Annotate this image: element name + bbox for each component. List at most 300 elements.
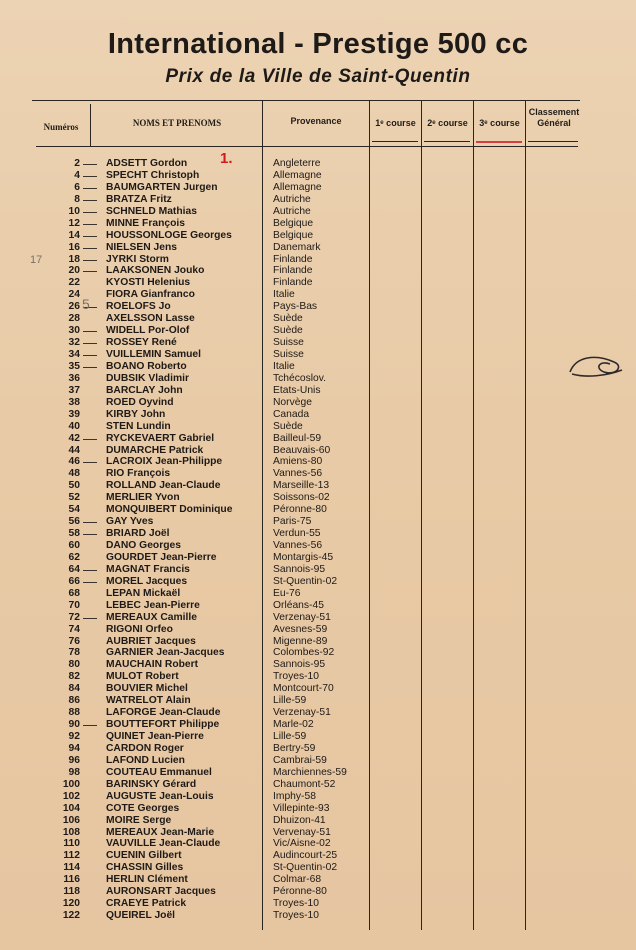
rider-origin: Montargis-45 xyxy=(273,551,334,563)
rider-name: WIDELL Por-Olof xyxy=(106,325,190,337)
table-row xyxy=(0,827,636,839)
rider-origin: Colmar-68 xyxy=(273,874,322,886)
rider-origin: Imphy-58 xyxy=(273,790,316,802)
header-names: NOMS ET PRENOMS xyxy=(132,118,222,128)
rider-name: GARNIER Jean-Jacques xyxy=(106,647,225,659)
page-title: International - Prestige 500 cc xyxy=(107,28,529,60)
rider-origin: Villepinte-93 xyxy=(273,802,330,814)
table-row xyxy=(0,480,636,492)
rider-number: 78 xyxy=(68,647,80,659)
rider-number: 8 xyxy=(74,193,80,205)
rider-name: LEBEC Jean-Pierre xyxy=(106,599,200,611)
rider-origin: Péronne-80 xyxy=(273,886,327,898)
rider-name: BRATZA Fritz xyxy=(106,193,172,205)
rider-name: HERLIN Clément xyxy=(106,874,188,886)
rider-name: BOUVIER Michel xyxy=(106,683,188,695)
pen-dash xyxy=(83,200,97,201)
table-row xyxy=(0,755,636,767)
rider-number: 54 xyxy=(68,504,80,516)
rider-number: 56 xyxy=(68,516,80,528)
table-row xyxy=(0,886,636,898)
rider-name: LACROIX Jean-Philippe xyxy=(106,456,223,468)
rider-number: 14 xyxy=(68,229,80,241)
table-row xyxy=(0,456,636,468)
rider-origin: Colombes-92 xyxy=(273,647,335,659)
rider-name: LAFORGE Jean-Claude xyxy=(106,707,221,719)
pen-dash xyxy=(83,188,97,189)
rider-origin: Verzenay-51 xyxy=(273,611,331,623)
rider-number: 94 xyxy=(68,742,80,754)
rider-number: 18 xyxy=(68,253,80,265)
red-handwritten-mark: 1. xyxy=(220,150,233,167)
rider-number: 86 xyxy=(68,695,80,707)
table-row xyxy=(0,385,636,397)
rider-name: DUMARCHE Patrick xyxy=(106,444,204,456)
table-row xyxy=(0,731,636,743)
rider-origin: Beauvais-60 xyxy=(273,444,331,456)
column-divider xyxy=(90,104,91,146)
table-row xyxy=(0,600,636,612)
red-underline xyxy=(476,141,522,143)
rider-number: 74 xyxy=(68,623,80,635)
rider-name: QUINET Jean-Pierre xyxy=(106,731,204,742)
table-row xyxy=(0,277,636,289)
rider-list xyxy=(0,158,636,922)
header-ranking-line1: Classement xyxy=(528,107,580,117)
rider-origin: St-Quentin-02 xyxy=(273,575,338,587)
pen-dash xyxy=(83,582,97,583)
rider-origin: Audincourt-25 xyxy=(273,850,338,862)
rider-origin: Vannes-56 xyxy=(273,468,323,480)
rider-origin: Suisse xyxy=(273,349,304,360)
rider-name: ROLLAND Jean-Claude xyxy=(106,480,221,492)
rider-name: RIO François xyxy=(106,468,171,480)
rider-name: AURONSART Jacques xyxy=(106,886,216,898)
rider-name: AUBRIET Jacques xyxy=(106,635,196,647)
rider-name: MONQUIBERT Dominique xyxy=(106,504,233,516)
table-row xyxy=(0,791,636,803)
rider-number: 60 xyxy=(68,540,80,551)
race-header-rule xyxy=(372,141,418,142)
rider-name: LAAKSONEN Jouko xyxy=(106,265,205,277)
rider-number: 34 xyxy=(68,349,80,360)
rider-name: DUBSIK Vladimir xyxy=(106,372,189,384)
rider-name: BARCLAY John xyxy=(106,384,183,396)
rider-number: 66 xyxy=(68,575,80,587)
rider-number: 82 xyxy=(68,671,80,683)
rider-origin: Finlande xyxy=(273,265,313,277)
pen-dash xyxy=(83,367,97,368)
rider-name: COTE Georges xyxy=(106,802,180,814)
rider-name: JYRKI Storm xyxy=(106,253,169,265)
pen-dash xyxy=(83,271,97,272)
rider-number: 104 xyxy=(62,802,80,814)
rider-number: 36 xyxy=(68,372,80,384)
rider-name: GAY Yves xyxy=(106,516,154,528)
rider-origin: Marle-02 xyxy=(273,719,314,731)
rider-number: 80 xyxy=(68,659,80,671)
rider-number: 48 xyxy=(68,468,80,480)
rider-name: ADSETT Gordon xyxy=(106,158,188,169)
rider-name: MINNE François xyxy=(106,217,185,229)
table-row xyxy=(0,325,636,337)
table-row xyxy=(0,194,636,206)
rider-origin: Italie xyxy=(273,360,295,372)
table-row xyxy=(0,158,636,170)
table-row xyxy=(0,254,636,266)
rider-origin: Lille-59 xyxy=(273,731,307,742)
pen-dash xyxy=(83,176,97,177)
rider-name: ROELOFS Jo xyxy=(106,301,171,313)
table-row xyxy=(0,707,636,719)
rider-number: 84 xyxy=(68,683,80,695)
rider-name: BRIARD Joël xyxy=(106,528,170,540)
pen-dash xyxy=(83,355,97,356)
table-row xyxy=(0,850,636,862)
rider-name: SCHNELD Mathias xyxy=(106,205,197,217)
rider-origin: Pays-Bas xyxy=(273,301,318,313)
rider-number: 24 xyxy=(68,289,80,301)
rider-name: MOIRE Serge xyxy=(106,814,172,826)
rider-name: MOREL Jacques xyxy=(106,575,188,587)
rider-number: 10 xyxy=(68,205,80,217)
rider-number: 46 xyxy=(68,456,80,468)
table-row xyxy=(0,719,636,731)
table-row xyxy=(0,647,636,659)
pen-dash xyxy=(83,331,97,332)
rider-origin: Avesnes-59 xyxy=(273,623,328,635)
pen-dash xyxy=(83,260,97,261)
rider-name: HOUSSONLOGE Georges xyxy=(106,229,232,241)
race-header-rule xyxy=(424,141,470,142)
table-row xyxy=(0,468,636,480)
table-row xyxy=(0,373,636,385)
rider-name: ROED Oyvind xyxy=(106,396,174,408)
rider-origin: St-Quentin-02 xyxy=(273,862,338,874)
rider-origin: Tchécoslov. xyxy=(273,372,327,384)
table-row xyxy=(0,421,636,433)
rider-number: 88 xyxy=(68,707,80,719)
rider-origin: Italie xyxy=(273,289,295,301)
rider-number: 110 xyxy=(63,838,80,850)
rider-number: 92 xyxy=(68,731,80,742)
pen-dash xyxy=(83,248,97,249)
header-ranking-line2: Général xyxy=(537,118,571,128)
table-row xyxy=(0,349,636,361)
rider-name: BOUTTEFORT Philippe xyxy=(106,719,220,731)
rider-origin: Finlande xyxy=(273,253,313,265)
pen-scribble xyxy=(566,350,626,390)
rider-origin: Chaumont-52 xyxy=(273,778,336,790)
rider-origin: Allemagne xyxy=(273,169,322,181)
rider-name: BAUMGARTEN Jurgen xyxy=(106,181,218,193)
rider-number: 64 xyxy=(68,563,80,575)
header-underline xyxy=(36,146,578,147)
rider-origin: Troyes-10 xyxy=(273,910,319,922)
table-row xyxy=(0,337,636,349)
rider-number: 26 xyxy=(68,301,80,313)
rider-origin: Autriche xyxy=(273,193,311,205)
rider-origin: Migenne-89 xyxy=(273,635,328,647)
rider-origin: Vannes-56 xyxy=(273,540,323,551)
rider-number: 30 xyxy=(68,325,80,337)
rider-name: CUENIN Gilbert xyxy=(106,850,182,862)
rider-name: MAGNAT Francis xyxy=(106,563,190,575)
table-row xyxy=(0,182,636,194)
table-row xyxy=(0,862,636,874)
table-row xyxy=(0,910,636,922)
rider-number: 62 xyxy=(68,551,80,563)
rider-number: 76 xyxy=(68,635,80,647)
rider-origin: Cambrai-59 xyxy=(273,754,327,766)
rider-number: 22 xyxy=(68,277,80,289)
table-row xyxy=(0,313,636,325)
rider-origin: Vervenay-51 xyxy=(273,826,331,838)
table-row xyxy=(0,289,636,301)
rider-name: VAUVILLE Jean-Claude xyxy=(106,838,221,850)
rider-number: 114 xyxy=(63,862,80,874)
rider-origin: Autriche xyxy=(273,205,311,217)
rider-name: LAFOND Lucien xyxy=(106,754,185,766)
table-row xyxy=(0,767,636,779)
rider-number: 112 xyxy=(63,850,80,862)
rider-number: 102 xyxy=(62,790,80,802)
rider-origin: Amiens-80 xyxy=(273,456,323,468)
rider-name: CARDON Roger xyxy=(106,742,184,754)
table-row xyxy=(0,492,636,504)
rider-name: COUTEAU Emmanuel xyxy=(106,766,212,778)
table-row xyxy=(0,265,636,277)
rider-origin: Soissons-02 xyxy=(273,492,330,504)
rider-number: 68 xyxy=(68,587,80,599)
page-subtitle: Prix de la Ville de Saint-Quentin xyxy=(165,66,471,87)
rider-number: 116 xyxy=(63,874,80,886)
rider-origin: Vic/Aisne-02 xyxy=(273,838,331,850)
table-row xyxy=(0,683,636,695)
rider-origin: Allemagne xyxy=(273,181,322,193)
rider-number: 70 xyxy=(68,599,80,611)
rider-number: 90 xyxy=(68,719,80,731)
rider-name: RIGONI Orfeo xyxy=(106,623,173,635)
pen-dash xyxy=(83,439,97,440)
rider-number: 98 xyxy=(68,766,80,778)
rider-origin: Troyes-10 xyxy=(273,671,319,683)
rider-number: 120 xyxy=(62,898,80,910)
rider-number: 35 xyxy=(68,360,80,372)
rider-name: MEREAUX Camille xyxy=(106,611,197,623)
rider-number: 28 xyxy=(68,313,80,325)
rider-origin: Marseille-13 xyxy=(273,480,330,492)
pen-dash xyxy=(83,224,97,225)
rider-number: 4 xyxy=(74,169,80,181)
rider-name: STEN Lundin xyxy=(106,420,171,432)
rider-name: AXELSSON Lasse xyxy=(106,313,195,325)
rider-number: 96 xyxy=(68,754,80,766)
rider-number: 32 xyxy=(68,337,80,349)
rider-name: CRAEYE Patrick xyxy=(106,898,187,910)
rider-name: WATRELOT Alain xyxy=(106,695,191,707)
table-row xyxy=(0,301,636,313)
table-row xyxy=(0,612,636,624)
rider-name: MAUCHAIN Robert xyxy=(106,659,199,671)
rider-name: KYOSTI Helenius xyxy=(106,277,191,289)
rider-name: AUGUSTE Jean-Louis xyxy=(106,790,214,802)
table-row xyxy=(0,540,636,552)
table-row xyxy=(0,516,636,528)
header-ranking xyxy=(526,107,582,129)
rider-origin: Angleterre xyxy=(273,158,321,169)
pencil-note: 17 xyxy=(30,254,43,266)
pen-dash xyxy=(83,212,97,213)
header-race-3: 3ᵉ course xyxy=(479,118,520,128)
rider-origin: Finlande xyxy=(273,277,313,289)
rider-origin: Bailleul-59 xyxy=(273,432,322,444)
table-row xyxy=(0,361,636,373)
table-row xyxy=(0,397,636,409)
rider-number: 16 xyxy=(68,241,80,253)
rider-number: 122 xyxy=(62,910,80,922)
table-row xyxy=(0,898,636,910)
rider-number: 72 xyxy=(68,611,80,623)
table-row xyxy=(0,624,636,636)
rider-origin: Péronne-80 xyxy=(273,504,327,516)
rider-origin: Suède xyxy=(273,420,303,432)
rider-origin: Paris-75 xyxy=(273,516,312,528)
rider-origin: Sannois-95 xyxy=(273,563,326,575)
rider-name: GOURDET Jean-Pierre xyxy=(106,551,217,563)
rider-origin: Verzenay-51 xyxy=(273,707,331,719)
rider-origin: Sannois-95 xyxy=(273,659,326,671)
table-row xyxy=(0,433,636,445)
rider-number: 58 xyxy=(68,528,80,540)
rider-name: DANO Georges xyxy=(106,540,181,551)
rider-origin: Montcourt-70 xyxy=(273,683,334,695)
table-row xyxy=(0,803,636,815)
rider-name: NIELSEN Jens xyxy=(106,241,177,253)
rider-name: SPECHT Christoph xyxy=(106,169,200,181)
rider-origin: Danemark xyxy=(273,241,321,253)
rider-number: 12 xyxy=(68,217,80,229)
pen-dash xyxy=(83,522,97,523)
table-row xyxy=(0,636,636,648)
rider-number: 52 xyxy=(68,492,80,504)
rider-origin: Lille-59 xyxy=(273,695,307,707)
rider-number: 2 xyxy=(74,158,80,169)
table-row xyxy=(0,576,636,588)
rider-number: 50 xyxy=(68,480,80,492)
rider-origin: Suisse xyxy=(273,337,304,349)
rider-number: 38 xyxy=(68,396,80,408)
rider-name: VUILLEMIN Samuel xyxy=(106,349,201,360)
pen-dash xyxy=(83,343,97,344)
rider-name: QUEIREL Joël xyxy=(106,910,176,922)
rider-name: RYCKEVAERT Gabriel xyxy=(106,432,215,444)
pen-dash xyxy=(83,164,97,165)
rider-name: MERLIER Yvon xyxy=(106,492,180,504)
rider-origin: Orléans-45 xyxy=(273,599,324,611)
table-top-rule xyxy=(32,100,580,101)
rider-origin: Troyes-10 xyxy=(273,898,319,910)
rider-name: FIORA Gianfranco xyxy=(106,289,195,301)
rider-origin: Verdun-55 xyxy=(273,528,321,540)
table-row xyxy=(0,504,636,516)
pencil-note: 5 xyxy=(82,296,90,312)
table-row xyxy=(0,588,636,600)
rider-number: 20 xyxy=(68,265,80,277)
rider-number: 40 xyxy=(68,420,80,432)
table-row xyxy=(0,230,636,242)
table-row xyxy=(0,671,636,683)
rider-number: 44 xyxy=(68,444,80,456)
header-numbers: Numéros xyxy=(43,122,79,132)
rider-origin: Canada xyxy=(273,408,310,420)
table-row xyxy=(0,874,636,886)
rider-origin: Suède xyxy=(273,313,303,325)
table-row xyxy=(0,659,636,671)
rider-name: ROSSEY René xyxy=(106,337,177,349)
table-row xyxy=(0,552,636,564)
rider-origin: Belgique xyxy=(273,217,314,229)
rider-origin: Norvège xyxy=(273,396,312,408)
rider-number: 118 xyxy=(63,886,80,898)
table-row xyxy=(0,695,636,707)
rider-name: KIRBY John xyxy=(106,408,166,420)
header-origin: Provenance xyxy=(290,116,342,126)
rider-origin: Eu-76 xyxy=(273,587,301,599)
table-row xyxy=(0,242,636,254)
rider-number: 106 xyxy=(62,814,80,826)
rider-number: 6 xyxy=(74,181,80,193)
rider-origin: Suède xyxy=(273,325,303,337)
rider-origin: Belgique xyxy=(273,229,314,241)
pen-dash xyxy=(83,462,97,463)
rider-origin: Bertry-59 xyxy=(273,742,316,754)
table-row xyxy=(0,445,636,457)
table-row xyxy=(0,409,636,421)
rider-origin: Etats-Unis xyxy=(273,384,321,396)
pen-dash xyxy=(83,236,97,237)
table-row xyxy=(0,743,636,755)
table-row xyxy=(0,170,636,182)
race-header-rule xyxy=(528,141,578,142)
pen-dash xyxy=(83,725,97,726)
table-row xyxy=(0,528,636,540)
rider-name: MULOT Robert xyxy=(106,671,179,683)
rider-number: 42 xyxy=(68,432,80,444)
rider-number: 37 xyxy=(68,384,80,396)
rider-number: 100 xyxy=(62,778,80,790)
rider-number: 39 xyxy=(68,408,80,420)
table-row xyxy=(0,838,636,850)
table-row xyxy=(0,564,636,576)
table-row xyxy=(0,206,636,218)
pen-dash xyxy=(83,534,97,535)
pen-dash xyxy=(83,570,97,571)
rider-name: BARINSKY Gérard xyxy=(106,778,197,790)
rider-name: CHASSIN Gilles xyxy=(106,862,184,874)
rider-name: BOANO Roberto xyxy=(106,360,187,372)
rider-origin: Marchiennes-59 xyxy=(273,766,347,778)
header-race-1: 1ᵉ course xyxy=(375,118,416,128)
rider-origin: Dhuizon-41 xyxy=(273,814,326,826)
rider-name: MEREAUX Jean-Marie xyxy=(106,826,215,838)
table-row xyxy=(0,815,636,827)
table-row xyxy=(0,218,636,230)
pen-dash xyxy=(83,618,97,619)
rider-number: 108 xyxy=(62,826,80,838)
rider-name: LEPAN Mickaël xyxy=(106,587,181,599)
header-race-2: 2ᵉ course xyxy=(427,118,468,128)
